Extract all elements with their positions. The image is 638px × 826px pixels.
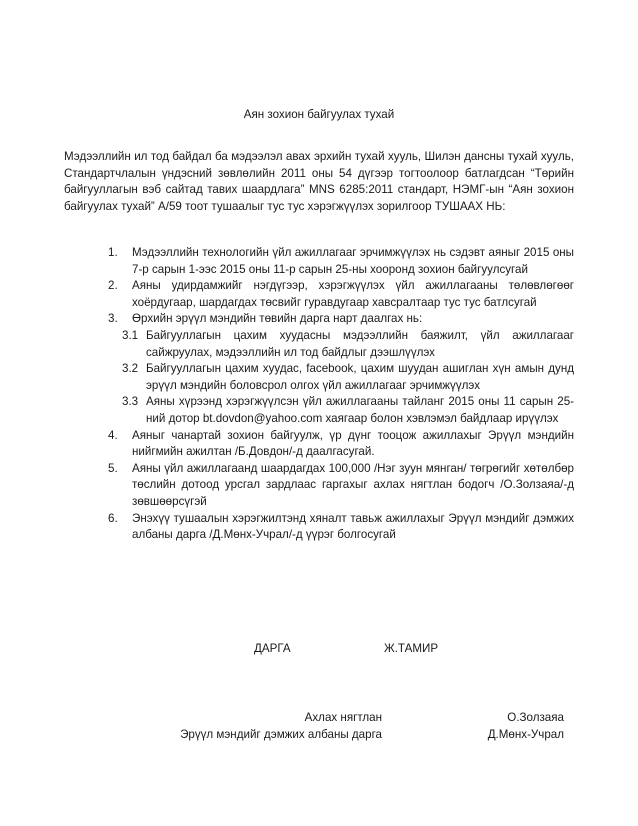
- sub-item-text: Байгууллагын цахим хуудас, facebook, цахим шуудан ашиглан хүн амын дунд эрүүл мэндийн боловсрол олгох үйл ажиллагааг эрчимжүүлэх: [146, 362, 574, 392]
- sub-list-container: [108, 328, 574, 428]
- item-number: 6.: [108, 511, 118, 525]
- list-item: [108, 461, 574, 511]
- list-item: [108, 311, 574, 328]
- item-text: Аяны үйл ажиллагаанд шаардагдах 100,000 /Нэг зуун мянган/ төгрөгийг хөтөлбөр төслийн дотоод урсгал зардлаас гаргахыг ахлах нягтлан бодогч /О.Золзаяа/-д зөвшөөрсүгэй: [132, 461, 574, 508]
- sub-list-item: [108, 394, 574, 427]
- sub-list-item: [108, 328, 574, 361]
- list-item: [108, 278, 574, 311]
- item-number: 2.: [108, 279, 118, 293]
- signature-name: Ж.ТАМИР: [384, 642, 439, 655]
- list-item: [108, 428, 574, 461]
- document-title: Аян зохион байгуулах тухай: [243, 108, 395, 121]
- list-item: [108, 245, 574, 278]
- sub-item-text: Аяны хүрээнд хэрэгжүүлсэн үйл ажиллагааны тайланг 2015 оны 11 сарын 25-ний дотор bt.dovdon@yahoo.com хаягаар болон хэвлэмэл байдлаар ирүүлэх: [146, 395, 574, 425]
- sub-item-number: 3.2: [122, 362, 139, 376]
- approval-position: Ахлах нягтлан: [304, 711, 382, 724]
- order-list: [108, 245, 574, 544]
- item-number: 1.: [108, 246, 118, 259]
- intro-paragraph: Мэдээллийн ил тод байдал ба мэдээлэл авах эрхийн тухай хууль, Шилэн дансны тухай хууль, Стандартчлалын үндэсний зөвлөлийн 2011 оны 54 дүгээр тогтоолоор батлагдсан “Төрийн байгууллагын вэб сайтад тавих шаардлага” MNS 6285:2011 стандарт, НЭМГ-ын “Аян зохион байгуулах тухай” А/59 тоот тушаалыг тус тус хэрэгжүүлэх зорилгоор ТУШААХ НЬ:: [64, 150, 574, 213]
- item-number: 5.: [108, 461, 118, 475]
- approval-name: Д.Мөнх-Учрал: [487, 728, 564, 741]
- item-number: 3.: [108, 312, 118, 326]
- item-text: Өрхийн эрүүл мэндийн төвийн дарга нарт даалгах нь:: [132, 312, 423, 326]
- signature-title: ДАРГА: [254, 642, 291, 655]
- sub-list-item: [108, 361, 574, 394]
- sub-item-number: 3.1: [122, 328, 139, 342]
- sub-item-number: 3.3: [122, 395, 139, 409]
- approval-position: Эрүүл мэндийг дэмжих албаны дарга: [180, 728, 382, 741]
- item-text: Аяны удирдамжийг нэгдүгээр, хэрэгжүүлэх үйл ажиллагааны төлөвлөгөөг хоёрдугаар, шардагдах төсвийг гуравдугаар хавсралтаар тус тус батлсугай: [132, 279, 574, 309]
- item-text: Аяныг чанартай зохион байгуулж, үр дүнг тооцож ажиллахыг Эрүүл мэндийн нийгмийн ажилтан /Б.Довдон/-д даалгасугай.: [132, 428, 574, 459]
- sub-list: [108, 328, 574, 428]
- item-text: Мэдээллийн технологийн үйл ажиллагааг эрчимжүүлэх нь сэдэвт аяныг 2015 оны 7-р сарын 1-ээс 2015 оны 11-р сарын 25-ны хооронд зохион байгуулсугай: [132, 246, 574, 276]
- item-number: 4.: [108, 428, 118, 442]
- item-text: Энэхүү тушаалын хэрэгжилтэнд хяналт тавьж ажиллахыг Эрүүл мэндийг дэмжих албаны дарга /Д.Мөнх-Учрал/-д үүрэг болгосугай: [132, 511, 574, 542]
- sub-item-text: Байгууллагын цахим хуудасны мэдээллийн баяжилт, үйл ажиллагааг сайжруулах, мэдээллийн ил тод байдлыг дээшлүүлэх: [146, 328, 574, 359]
- approval-name: О.Золзаяа: [507, 711, 564, 724]
- list-item: [108, 511, 574, 544]
